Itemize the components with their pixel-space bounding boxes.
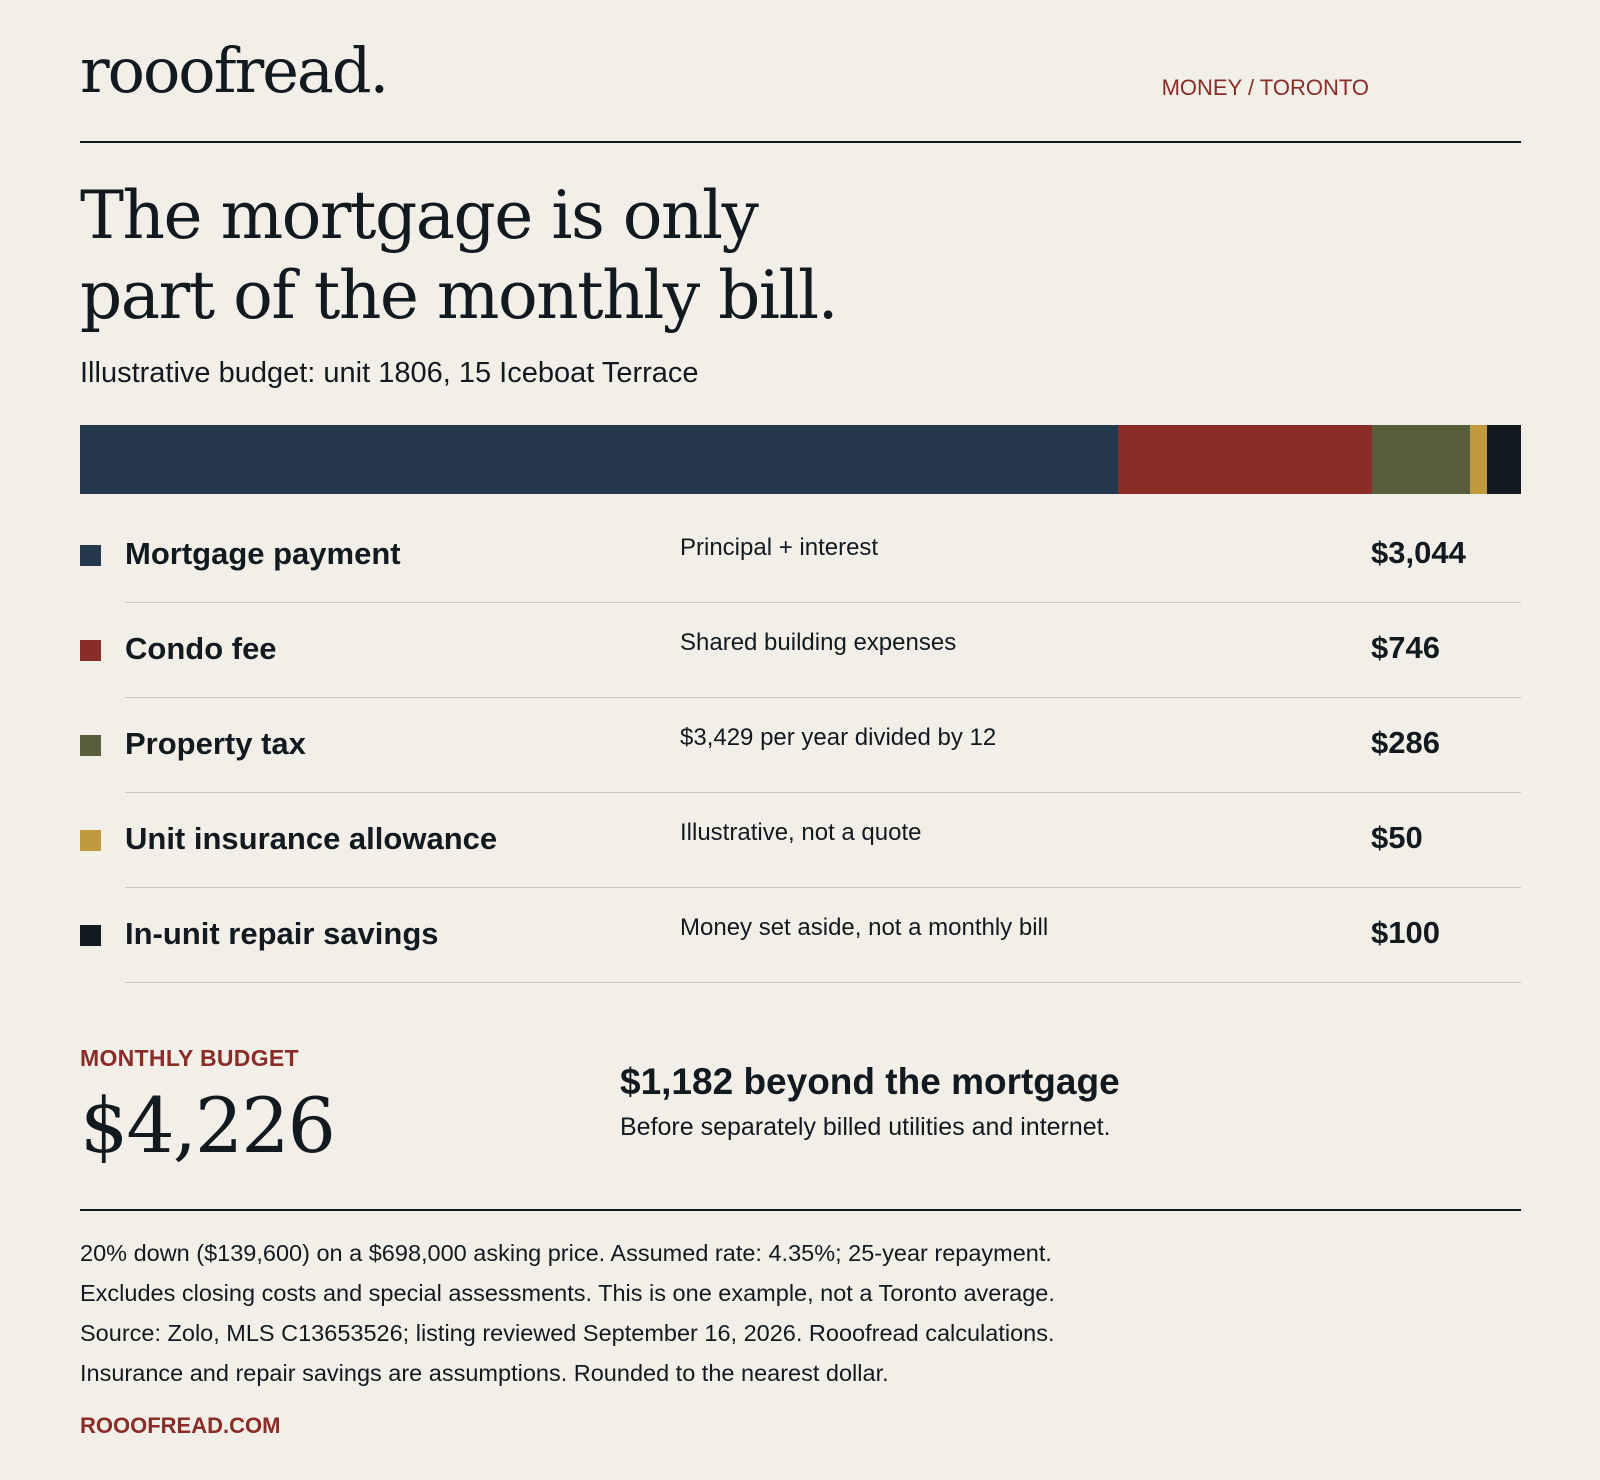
headline-line-2: part of the monthly bill.: [80, 257, 838, 334]
legend-swatch: [80, 830, 101, 851]
budget-row: [80, 888, 1521, 983]
bar-segment-condo-fee: [1118, 425, 1372, 494]
row-amount: $50: [1371, 820, 1423, 855]
subhead: Illustrative budget: unit 1806, 15 Iceboat Terrace: [80, 357, 699, 389]
row-amount: $286: [1371, 725, 1440, 760]
legend-swatch: [80, 545, 101, 566]
footer-link[interactable]: ROOOFREAD.COM: [80, 1413, 281, 1438]
infographic: [80, 0, 1521, 1438]
monthly-budget-total: $4,226: [80, 1081, 334, 1170]
logo[interactable]: rooofread.: [80, 34, 388, 107]
footnote-line: Insurance and repair savings are assumptions. Rounded to the nearest dollar.: [80, 1360, 889, 1386]
row-description: Shared building expenses: [680, 629, 957, 656]
headline-line-1: The mortgage is only: [80, 177, 758, 254]
row-description: Money set aside, not a monthly bill: [680, 914, 1049, 941]
row-divider: [125, 982, 1521, 983]
headline: [80, 176, 980, 336]
row-label: Condo fee: [125, 631, 277, 666]
beyond-mortgage-title: $1,182 beyond the mortgage: [620, 1061, 1120, 1102]
bar-segment-unit-insurance-allowance: [1470, 425, 1487, 494]
row-label: Mortgage payment: [125, 536, 401, 571]
budget-rows: [80, 508, 1521, 983]
row-amount: $3,044: [1371, 535, 1466, 570]
legend-swatch: [80, 925, 101, 946]
footnotes: [80, 1233, 1280, 1393]
masthead: [80, 0, 1521, 143]
divider: [80, 1209, 1521, 1211]
footnote-line: Excludes closing costs and special assessments. This is one example, not a Toronto average.: [80, 1280, 1055, 1306]
row-description: Principal + interest: [680, 534, 879, 561]
budget-row: [80, 698, 1521, 793]
row-description: $3,429 per year divided by 12: [680, 724, 997, 751]
beyond-mortgage-subtitle: Before separately billed utilities and internet.: [620, 1113, 1111, 1141]
row-amount: $100: [1371, 915, 1440, 950]
legend-swatch: [80, 735, 101, 756]
row-label: In-unit repair savings: [125, 916, 439, 951]
bar-segment-mortgage-payment: [80, 425, 1118, 494]
footnote-line: Source: Zolo, MLS C13653526; listing reviewed September 16, 2026. Rooofread calculations.: [80, 1320, 1055, 1346]
row-label: Unit insurance allowance: [125, 821, 498, 856]
legend-swatch: [80, 640, 101, 661]
budget-row: [80, 508, 1521, 603]
bar-segment-property-tax: [1372, 425, 1470, 494]
stacked-bar-chart: [80, 425, 1521, 494]
monthly-budget-label: MONTHLY BUDGET: [80, 1045, 299, 1071]
budget-row: [80, 603, 1521, 698]
bar-segment-in-unit-repair-savings: [1487, 425, 1521, 494]
row-amount: $746: [1371, 630, 1440, 665]
row-description: Illustrative, not a quote: [680, 819, 922, 846]
footnote-line: 20% down ($139,600) on a $698,000 asking price. Assumed rate: 4.35%; 25-year repayment.: [80, 1240, 1052, 1266]
row-label: Property tax: [125, 726, 306, 761]
budget-row: [80, 793, 1521, 888]
section-label[interactable]: MONEY / TORONTO: [1161, 75, 1369, 100]
